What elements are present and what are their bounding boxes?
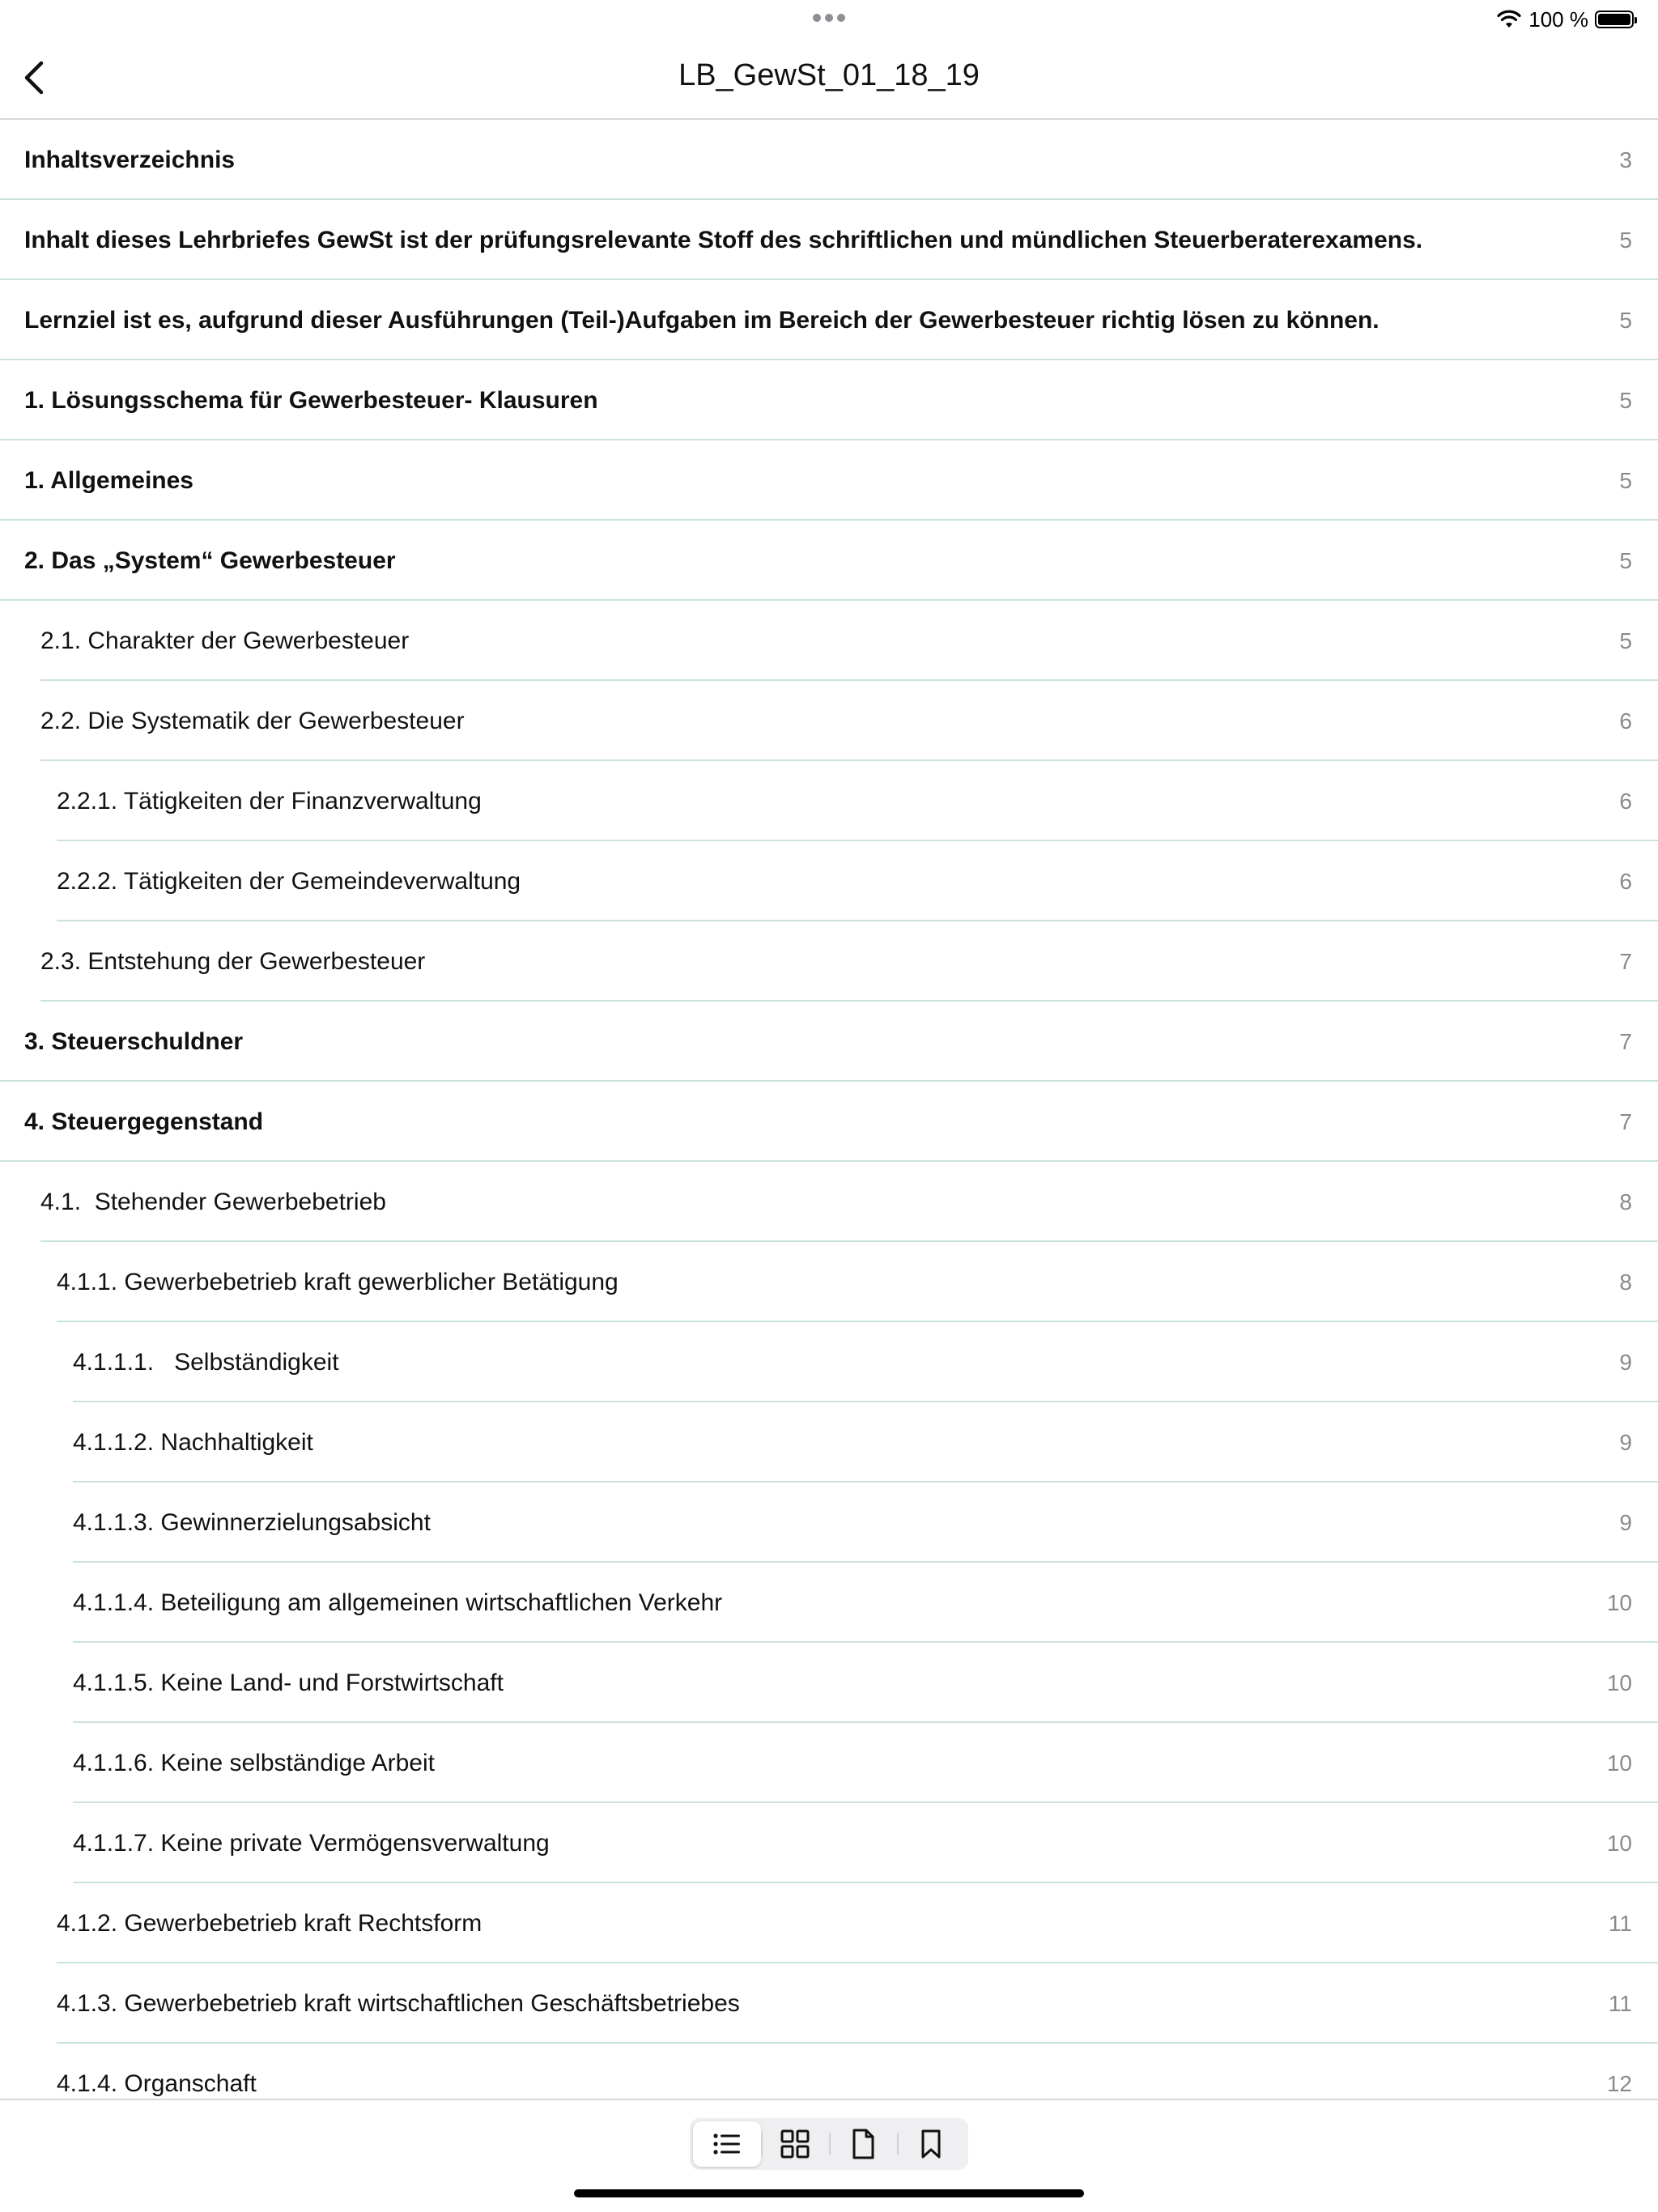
toc-entry-label: 4.1.1.7. Keine private Vermögensverwaltung bbox=[73, 1829, 550, 1857]
toc-row[interactable] bbox=[0, 921, 1658, 1002]
battery-icon bbox=[1595, 11, 1634, 28]
wifi-icon bbox=[1496, 10, 1522, 29]
toc-entry-label: 4.1.1.1. Selbständigkeit bbox=[73, 1348, 339, 1376]
page-icon bbox=[847, 2128, 879, 2160]
toc-page-number: 6 bbox=[1619, 708, 1632, 734]
toc-row[interactable] bbox=[0, 280, 1658, 360]
toc-page-number: 10 bbox=[1606, 1830, 1632, 1856]
toc-entry-label: 4.1.1.6. Keine selbständige Arbeit bbox=[73, 1749, 435, 1776]
battery-level-fill bbox=[1598, 14, 1630, 25]
battery-percentage: 100 % bbox=[1528, 6, 1588, 32]
toc-page-number: 3 bbox=[1619, 147, 1632, 172]
toc-row[interactable] bbox=[0, 1322, 1658, 1402]
home-indicator[interactable] bbox=[574, 2189, 1084, 2197]
toc-entry-label: 4.1.2. Gewerbebetrieb kraft Rechtsform bbox=[57, 1909, 483, 1937]
toc-entry-label: Lernziel ist es, aufgrund dieser Ausführungen (Teil-)Aufgaben im Bereich der Gewerbesteuer richtig lösen zu können. bbox=[24, 306, 1380, 334]
document-title: LB_GewSt_01_18_19 bbox=[678, 58, 980, 92]
toc-entry-label: Inhaltsverzeichnis bbox=[24, 146, 236, 173]
page-view-button[interactable] bbox=[829, 2121, 897, 2167]
toc-page-number: 5 bbox=[1619, 387, 1632, 413]
toc-entry-label: 1. Allgemeines bbox=[24, 466, 193, 494]
toc-entry-label: 4.1.1.3. Gewinnerzielungsabsicht bbox=[73, 1508, 431, 1536]
toc-entry-label: 2.2. Die Systematik der Gewerbesteuer bbox=[40, 707, 465, 734]
toc-entry-label: 2.2.2. Tätigkeiten der Gemeindeverwaltung bbox=[57, 867, 521, 895]
toc-row[interactable] bbox=[0, 1723, 1658, 1803]
toc-entry-label: 4.1.4. Organschaft bbox=[57, 2069, 257, 2097]
toc-entry-label: 2.1. Charakter der Gewerbesteuer bbox=[40, 627, 410, 654]
grid-icon bbox=[779, 2128, 811, 2160]
toc-row[interactable] bbox=[0, 1883, 1658, 1963]
toc-page-number: 9 bbox=[1619, 1429, 1632, 1455]
multitasking-dots-icon[interactable] bbox=[813, 13, 845, 23]
toc-page-number: 5 bbox=[1619, 467, 1632, 493]
status-right bbox=[1496, 6, 1634, 32]
view-mode-segmented-control bbox=[690, 2118, 968, 2170]
toc-page-number: 11 bbox=[1608, 1910, 1632, 1936]
toc-row[interactable] bbox=[0, 120, 1658, 200]
toc-row[interactable] bbox=[0, 1002, 1658, 1082]
toc-row[interactable] bbox=[0, 1162, 1658, 1242]
toc-page-number: 10 bbox=[1606, 1589, 1632, 1615]
toc-row[interactable] bbox=[0, 761, 1658, 841]
toc-page-number: 11 bbox=[1608, 1990, 1632, 2016]
outline-view-button[interactable] bbox=[693, 2121, 761, 2167]
toc-entry-label: 4.1. Stehender Gewerbebetrieb bbox=[40, 1188, 386, 1215]
toc-row[interactable] bbox=[0, 360, 1658, 440]
toc-page-number: 8 bbox=[1619, 1269, 1632, 1295]
toc-entry-label: 4.1.1.2. Nachhaltigkeit bbox=[73, 1428, 313, 1456]
toc-row[interactable] bbox=[0, 2044, 1658, 2099]
table-of-contents-list[interactable] bbox=[0, 120, 1658, 2099]
toc-page-number: 9 bbox=[1619, 1349, 1632, 1375]
toc-entry-label: Inhalt dieses Lehrbriefes GewSt ist der prüfungsrelevante Stoff des schriftlichen und mündlichen Steuerberaterexamens. bbox=[24, 226, 1423, 253]
toc-page-number: 10 bbox=[1606, 1750, 1632, 1776]
navigation-bar bbox=[0, 37, 1658, 120]
bookmark-icon bbox=[915, 2128, 947, 2160]
toc-entry-label: 2. Das „System“ Gewerbesteuer bbox=[24, 547, 396, 574]
toc-row[interactable] bbox=[0, 1803, 1658, 1883]
toc-page-number: 6 bbox=[1619, 868, 1632, 894]
toc-row[interactable] bbox=[0, 440, 1658, 521]
toc-page-number: 5 bbox=[1619, 227, 1632, 253]
bookmarks-view-button[interactable] bbox=[897, 2121, 965, 2167]
toc-page-number: 5 bbox=[1619, 547, 1632, 573]
toc-row[interactable] bbox=[0, 1402, 1658, 1482]
toc-entry-label: 4.1.3. Gewerbebetrieb kraft wirtschaftlichen Geschäftsbetriebes bbox=[57, 1989, 740, 2017]
thumbnail-view-button[interactable] bbox=[761, 2121, 829, 2167]
toc-row[interactable] bbox=[0, 1563, 1658, 1643]
toc-entry-label: 4.1.1.5. Keine Land- und Forstwirtschaft bbox=[73, 1669, 504, 1696]
toc-row[interactable] bbox=[0, 1963, 1658, 2044]
toc-row[interactable] bbox=[0, 1242, 1658, 1322]
toc-row[interactable] bbox=[0, 1482, 1658, 1563]
toc-page-number: 6 bbox=[1619, 788, 1632, 814]
toc-page-number: 5 bbox=[1619, 307, 1632, 333]
toc-page-number: 12 bbox=[1606, 2070, 1632, 2096]
toc-page-number: 8 bbox=[1619, 1189, 1632, 1214]
toc-entry-label: 4.1.1.4. Beteiligung am allgemeinen wirtschaftlichen Verkehr bbox=[73, 1589, 723, 1616]
toc-row[interactable] bbox=[0, 601, 1658, 681]
toc-row[interactable] bbox=[0, 200, 1658, 280]
toc-entry-label: 3. Steuerschuldner bbox=[24, 1027, 244, 1055]
toc-entry-label: 2.3. Entstehung der Gewerbesteuer bbox=[40, 947, 426, 975]
list-icon bbox=[711, 2128, 743, 2160]
toc-page-number: 9 bbox=[1619, 1509, 1632, 1535]
toc-entry-label: 4. Steuergegenstand bbox=[24, 1108, 264, 1135]
toc-entry-label: 1. Lösungsschema für Gewerbesteuer- Klausuren bbox=[24, 386, 598, 414]
toc-entry-label: 4.1.1. Gewerbebetrieb kraft gewerblicher Betätigung bbox=[57, 1268, 619, 1295]
toc-page-number: 7 bbox=[1619, 1028, 1632, 1054]
toc-row[interactable] bbox=[0, 681, 1658, 761]
toc-row[interactable] bbox=[0, 521, 1658, 601]
toc-page-number: 7 bbox=[1619, 948, 1632, 974]
toc-row[interactable] bbox=[0, 841, 1658, 921]
toc-page-number: 7 bbox=[1619, 1108, 1632, 1134]
toc-row[interactable] bbox=[0, 1643, 1658, 1723]
toc-page-number: 5 bbox=[1619, 627, 1632, 653]
toc-entry-label: 2.2.1. Tätigkeiten der Finanzverwaltung bbox=[57, 787, 482, 815]
toc-row[interactable] bbox=[0, 1082, 1658, 1162]
toc-page-number: 10 bbox=[1606, 1670, 1632, 1695]
status-bar bbox=[0, 0, 1658, 37]
